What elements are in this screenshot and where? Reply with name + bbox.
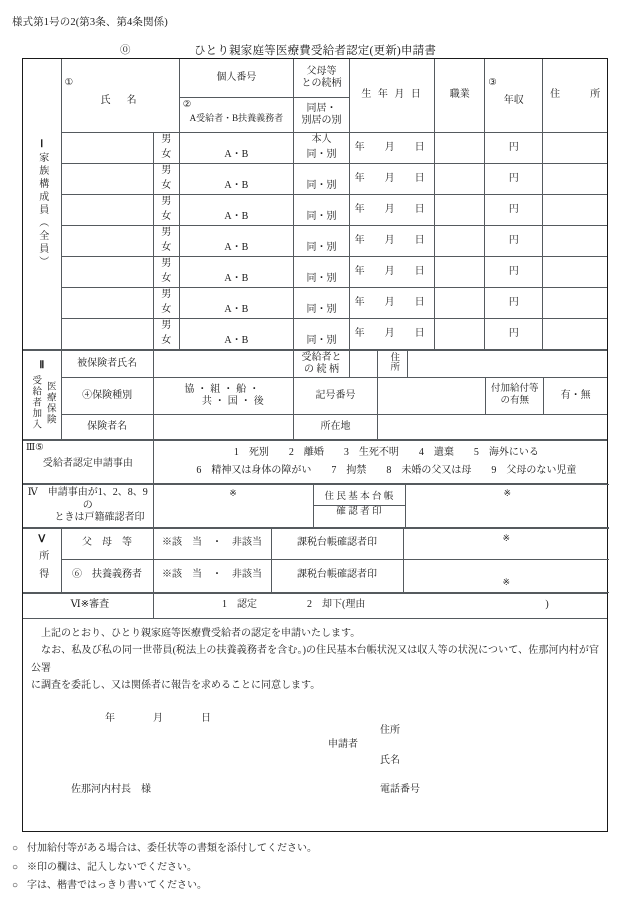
insurance-row-1	[23, 351, 607, 378]
section-insurance-table	[23, 350, 607, 440]
member-income-5[interactable]: 円	[485, 257, 543, 288]
list-item	[12, 859, 612, 878]
member-address-4[interactable]	[543, 226, 607, 257]
member-gender-male-7[interactable]: 男	[153, 319, 179, 334]
list-item	[12, 840, 612, 859]
section-income-table	[23, 528, 609, 593]
member-birthdate-5[interactable]: 年 月 日	[350, 257, 435, 288]
member-mynumber-input-4[interactable]	[179, 226, 293, 241]
member-mynumber-input-5[interactable]	[179, 257, 293, 272]
table-row	[23, 133, 607, 148]
header-income-label: 年収	[503, 95, 524, 107]
applicant-name-label: 氏名	[380, 754, 400, 766]
member-ab-5[interactable]: A・B	[179, 271, 293, 288]
review-options[interactable]: 1 認定 2 却下(理由 )	[153, 593, 607, 618]
table-row	[23, 195, 607, 210]
member-birthdate-7[interactable]: 年 月 日	[350, 319, 435, 350]
circle-zero-mark: ⓪	[120, 45, 131, 56]
section-ii-vlabel-cell	[23, 351, 61, 440]
member-occupation-1[interactable]	[435, 133, 485, 164]
member-address-7[interactable]	[543, 319, 607, 350]
member-gender-male-2[interactable]: 男	[153, 164, 179, 179]
member-name-input-5[interactable]	[61, 257, 153, 288]
table-row	[23, 288, 607, 303]
income-supporter-applicable[interactable]: ※該 当 ・ 非該当	[153, 559, 271, 592]
header-mynumber-sub-cell	[179, 98, 293, 133]
statement-block	[23, 619, 607, 695]
member-ab-2[interactable]: A・B	[179, 178, 293, 195]
insurance-symbol-input[interactable]	[378, 378, 486, 415]
member-gender-female-6[interactable]: 女	[153, 302, 179, 319]
member-ab-6[interactable]: A・B	[179, 302, 293, 319]
reason-label: 受給者認定申請事由	[42, 458, 133, 469]
insurance-symbol-label: 記号番号	[293, 378, 377, 415]
insured-address-label-text: 住所	[388, 352, 399, 372]
member-mynumber-input-2[interactable]	[179, 164, 293, 179]
insurer-location-label: 所在地	[293, 415, 377, 440]
header-birthdate-cell	[350, 59, 435, 133]
table-row	[23, 319, 607, 334]
member-gender-female-4[interactable]: 女	[153, 240, 179, 257]
section-review-table	[23, 593, 607, 619]
section-v-vlabel-cell	[23, 528, 61, 592]
member-birthdate-3[interactable]: 年 月 日	[350, 195, 435, 226]
member-cohabit-3[interactable]: 同・別	[293, 209, 349, 226]
member-income-7[interactable]: 円	[485, 319, 543, 350]
juumin-seal-field[interactable]: ※	[405, 485, 609, 528]
member-relation-2[interactable]	[293, 164, 349, 179]
statement-line-1: 上記のとおり、ひとり親家庭等医療費受給者の認定を申請いたします。	[41, 627, 361, 639]
mark-3: ③	[488, 78, 497, 89]
note-text-2: ※印の欄は、記入しないでください。	[27, 861, 198, 873]
header-occupation-label: 職業	[449, 89, 470, 101]
insured-relation-label-line1: 受給者と	[301, 351, 342, 363]
insurance-type-choices[interactable]	[153, 378, 293, 415]
member-address-3[interactable]	[543, 195, 607, 226]
member-ab-3[interactable]: A・B	[179, 209, 293, 226]
review-label: Ⅵ※審査	[23, 593, 153, 618]
insurer-name-label: 保険者名	[61, 415, 153, 440]
member-income-3[interactable]: 円	[485, 195, 543, 226]
income-supporter-tax-label: 課税台帳確認者印	[271, 559, 403, 592]
title-row	[22, 42, 608, 58]
member-name-input-2[interactable]	[61, 164, 153, 195]
member-occupation-3[interactable]	[435, 195, 485, 226]
member-relation-1[interactable]: 本人	[293, 133, 349, 148]
section-i-roman: Ⅰ	[40, 139, 44, 151]
member-address-5[interactable]	[543, 257, 607, 288]
section-v-roman: Ⅴ	[38, 533, 46, 545]
insurance-type-label: ④保険種別	[61, 378, 153, 415]
member-gender-female-2[interactable]: 女	[153, 178, 179, 195]
section-ii-roman: Ⅱ	[39, 359, 45, 371]
member-relation-7[interactable]	[293, 319, 349, 334]
income-supporter-seal[interactable]: ※	[403, 559, 609, 592]
member-income-6[interactable]: 円	[485, 288, 543, 319]
member-occupation-5[interactable]	[435, 257, 485, 288]
section-koseki-table	[23, 484, 609, 528]
footer-notes	[12, 840, 612, 896]
family-section-vlabel-cell	[23, 59, 61, 350]
extra-benefit-label	[486, 378, 544, 415]
member-mynumber-input-3[interactable]	[179, 195, 293, 210]
member-address-6[interactable]	[543, 288, 607, 319]
header-relation-line1: 父母等	[306, 65, 337, 77]
member-occupation-2[interactable]	[435, 164, 485, 195]
member-birthdate-2[interactable]: 年 月 日	[350, 164, 435, 195]
insured-relation-label-line2: の 続 柄	[303, 364, 339, 375]
section-ii-label-right: 医療保険	[44, 380, 55, 425]
member-name-input-4[interactable]	[61, 226, 153, 257]
member-cohabit-7[interactable]: 同・別	[293, 333, 349, 350]
member-name-input-6[interactable]	[61, 288, 153, 319]
koseki-label-line2: ときは戸籍確認者印	[54, 512, 145, 523]
member-mynumber-input-7[interactable]	[179, 319, 293, 334]
income-parent-applicable[interactable]: ※該 当 ・ 非該当	[153, 528, 271, 559]
bullet-icon: ○	[12, 843, 19, 854]
insured-name-input[interactable]	[153, 351, 293, 378]
member-cohabit-6[interactable]: 同・別	[293, 302, 349, 319]
section-iii-roman-mark: Ⅲ⑤	[26, 443, 44, 453]
header-relation-cell	[293, 59, 349, 98]
table-row	[23, 226, 607, 241]
member-occupation-7[interactable]	[435, 319, 485, 350]
insurance-type-line1: 協・組・船・	[184, 383, 263, 395]
header-cohabit-cell	[293, 98, 349, 133]
signature-block	[23, 695, 607, 803]
member-gender-female-1[interactable]: 女	[153, 147, 179, 164]
list-item	[12, 877, 612, 896]
member-gender-male-5[interactable]: 男	[153, 257, 179, 272]
header-name-label: 氏 名	[100, 95, 140, 107]
member-income-4[interactable]: 円	[485, 226, 543, 257]
member-address-1[interactable]	[543, 133, 607, 164]
statement-line-3: に調査を委託し、又は関係者に報告を求めることに同意します。	[31, 680, 321, 691]
header-cohabit-line2: 別居の別	[301, 115, 342, 126]
addressee-label: 佐那河内村長 様	[71, 783, 151, 795]
review-row	[23, 593, 607, 618]
extra-benefit-label-line1: 付加給付等	[490, 384, 539, 395]
header-income-cell	[485, 59, 543, 133]
member-gender-female-7[interactable]: 女	[153, 333, 179, 350]
member-gender-male-4[interactable]: 男	[153, 226, 179, 241]
mark-2: ②	[182, 100, 192, 110]
juumin-label-cell	[313, 485, 405, 528]
member-income-2[interactable]: 円	[485, 164, 543, 195]
income-row-1	[23, 528, 609, 559]
section-v-label: 所得	[36, 550, 48, 587]
header-address-label: 住 所	[550, 89, 601, 101]
income-parent-tax-label: 課税台帳確認者印	[271, 528, 403, 559]
insurance-row-2	[23, 378, 607, 415]
header-address-cell	[543, 59, 607, 133]
header-cohabit-line1: 同居・	[306, 102, 337, 114]
member-gender-male-6[interactable]: 男	[153, 288, 179, 303]
income-parent-label: 父 母 等	[61, 528, 153, 559]
member-cohabit-1[interactable]: 同・別	[293, 147, 349, 164]
koseki-seal-field[interactable]: ※	[153, 485, 313, 528]
page-title: ひとり親家庭等医療費受給者認定(更新)申請書	[193, 45, 437, 57]
koseki-row	[23, 485, 609, 528]
bullet-icon: ○	[12, 861, 19, 873]
header-name-cell	[61, 59, 179, 133]
reason-row	[23, 441, 607, 484]
income-row-2	[23, 559, 609, 592]
member-relation-6[interactable]	[293, 288, 349, 303]
insured-relation-label	[293, 351, 349, 378]
income-supporter-label: ⑥ 扶養義務者	[61, 559, 153, 592]
member-gender-female-5[interactable]: 女	[153, 271, 179, 288]
member-ab-1[interactable]: A・B	[179, 147, 293, 164]
insurer-location-input[interactable]	[378, 415, 607, 440]
header-relation-line2: との続柄	[301, 78, 342, 89]
member-ab-7[interactable]: A・B	[179, 333, 293, 350]
koseki-label-cell	[23, 485, 153, 528]
insurer-name-input[interactable]	[153, 415, 293, 440]
juumin-label-line2: 確 認 者 印	[336, 507, 382, 518]
member-birthdate-1[interactable]: 年 月 日	[350, 133, 435, 164]
applicant-label: 申請者	[328, 738, 358, 750]
header-birthdate-label: 生 年 月 日	[361, 89, 423, 101]
family-header-row-1	[23, 59, 607, 98]
reason-label-cell	[23, 441, 153, 484]
member-name-input-1[interactable]	[61, 133, 153, 164]
member-birthdate-4[interactable]: 年 月 日	[350, 226, 435, 257]
statement-line-2: なお、私及び私の同一世帯員(税法上の扶養義務者を含む。)の住民基本台帳状況又は収入等の状況について、佐那河内村が官公署	[31, 645, 599, 674]
member-ab-4[interactable]: A・B	[179, 240, 293, 257]
header-mynumber-cell	[179, 59, 293, 98]
section-i-label: 家族構成員（全員）	[36, 151, 48, 269]
insured-address-input[interactable]	[408, 351, 607, 378]
member-cohabit-5[interactable]: 同・別	[293, 271, 349, 288]
insured-name-label: 被保険者氏名	[61, 351, 153, 378]
signature-date-field[interactable]: 年 月 日	[105, 712, 213, 724]
juumin-label-line1: 住 民 基 本 台 帳	[314, 491, 405, 506]
koseki-label-line1: Ⅳ 申請事由が1、2、8、9の	[27, 487, 148, 511]
insurance-row-3	[23, 415, 607, 440]
table-row	[23, 257, 607, 272]
member-birthdate-6[interactable]: 年 月 日	[350, 288, 435, 319]
member-income-1[interactable]: 円	[485, 133, 543, 164]
section-ii-label-left: 受給者加入	[30, 375, 41, 431]
member-gender-male-1[interactable]: 男	[153, 133, 179, 148]
section-family-table	[23, 59, 607, 350]
applicant-address-label: 住所	[380, 724, 400, 736]
extra-benefit-label-line2: の有無	[500, 396, 529, 406]
table-row	[23, 164, 607, 179]
member-mynumber-input-1[interactable]	[179, 133, 293, 148]
phone-label: 電話番号	[380, 783, 420, 795]
note-text-1: 付加給付等がある場合は、委任状等の書類を添付してください。	[27, 843, 318, 854]
member-cohabit-4[interactable]: 同・別	[293, 240, 349, 257]
note-text-3: 字は、楷書ではっきり書いてください。	[27, 880, 208, 891]
member-name-input-3[interactable]	[61, 195, 153, 226]
reason-options-line1: 1 死別 2 離婚 3 生死不明 4 遺棄 5 海外にいる	[233, 447, 539, 458]
income-parent-seal[interactable]: ※	[403, 528, 609, 559]
extra-benefit-choice[interactable]: 有・無	[544, 378, 607, 415]
member-mynumber-input-6[interactable]	[179, 288, 293, 303]
member-gender-female-3[interactable]: 女	[153, 209, 179, 226]
reason-options-cell[interactable]	[153, 441, 607, 484]
header-mynumber-sub-label: A受給者・B扶養義務者	[189, 113, 284, 123]
bullet-icon: ○	[12, 880, 19, 891]
member-occupation-6[interactable]	[435, 288, 485, 319]
member-address-2[interactable]	[543, 164, 607, 195]
header-occupation-cell	[435, 59, 485, 133]
form-number: 様式第1号の2(第3条、第4条関係)	[12, 17, 168, 28]
insured-relation-input[interactable]	[350, 351, 378, 378]
member-gender-male-3[interactable]: 男	[153, 195, 179, 210]
reason-options-line2: 6 精神又は身体の障がい 7 拘禁 8 未婚の父又は母 9 父母のない児童	[196, 464, 577, 476]
member-relation-4[interactable]	[293, 226, 349, 241]
member-relation-3[interactable]	[293, 195, 349, 210]
member-relation-5[interactable]	[293, 257, 349, 272]
form-frame	[22, 58, 608, 832]
insured-address-label	[378, 351, 408, 378]
member-name-input-7[interactable]	[61, 319, 153, 350]
section-reason-table	[23, 440, 607, 484]
mark-1: ①	[64, 78, 74, 89]
member-cohabit-2[interactable]: 同・別	[293, 178, 349, 195]
header-mynumber-label: 個人番号	[216, 71, 257, 83]
insurance-type-line2: 共・国・後	[201, 396, 267, 407]
member-occupation-4[interactable]	[435, 226, 485, 257]
